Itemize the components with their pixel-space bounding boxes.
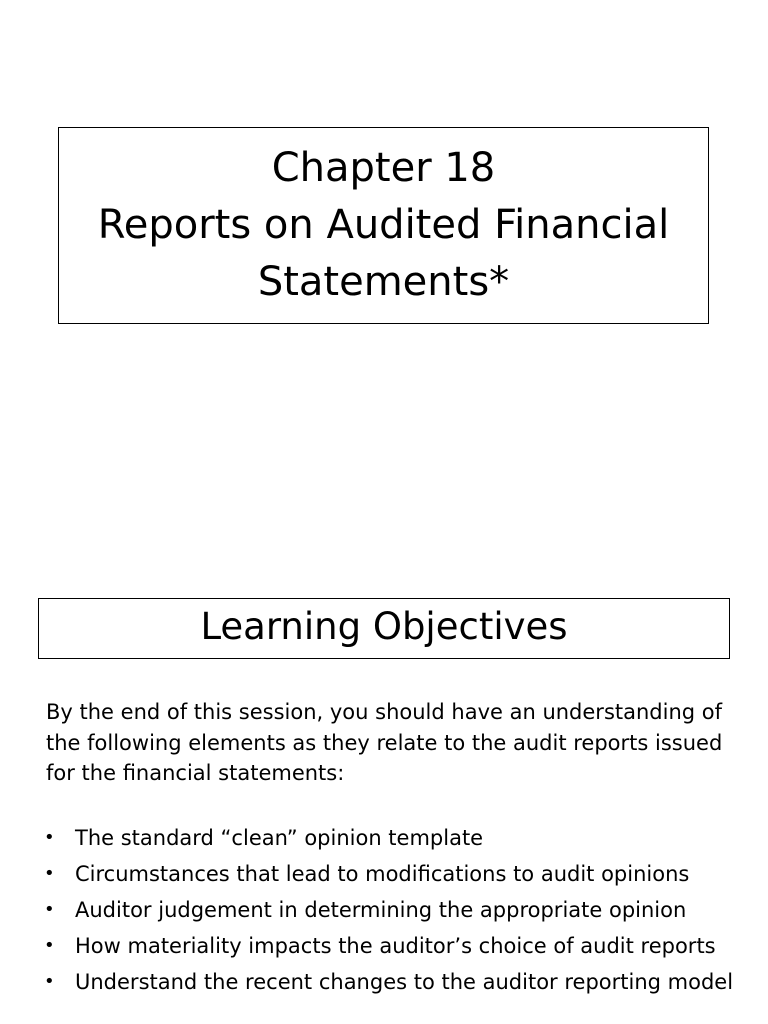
list-item-text: How materiality impacts the auditor’s choice of audit reports: [75, 934, 716, 958]
intro-line: By the end of this session, you should have an understanding of: [46, 700, 723, 724]
chapter-number: Chapter 18: [271, 145, 496, 191]
chapter-title-box: [58, 127, 709, 324]
bullet-icon: •: [44, 827, 55, 848]
chapter-title-line-1: Reports on Audited Financial: [97, 202, 670, 248]
list-item-text: Auditor judgement in determining the appropriate opinion: [75, 898, 687, 922]
list-item: [44, 823, 744, 853]
list-item-text: Understand the recent changes to the auditor reporting model: [75, 970, 734, 994]
bullet-icon: •: [44, 971, 55, 992]
list-item: [44, 967, 744, 997]
learning-objectives-heading: Learning Objectives: [200, 605, 568, 648]
list-item: [44, 859, 744, 889]
intro-line: for the financial statements:: [46, 761, 345, 785]
objectives-list: [44, 823, 744, 1003]
bullet-icon: •: [44, 935, 55, 956]
intro-paragraph: [46, 697, 736, 789]
learning-objectives-box: [38, 598, 730, 659]
intro-line: the following elements as they relate to the audit reports issued: [46, 730, 723, 755]
bullet-icon: •: [44, 899, 55, 920]
list-item: [44, 931, 744, 961]
chapter-title-line-2: Statements*: [257, 259, 510, 305]
bullet-icon: •: [44, 863, 55, 884]
list-item-text: Circumstances that lead to modifications to audit opinions: [75, 862, 690, 886]
list-item: [44, 895, 744, 925]
list-item-text: The standard “clean” opinion template: [75, 826, 484, 850]
